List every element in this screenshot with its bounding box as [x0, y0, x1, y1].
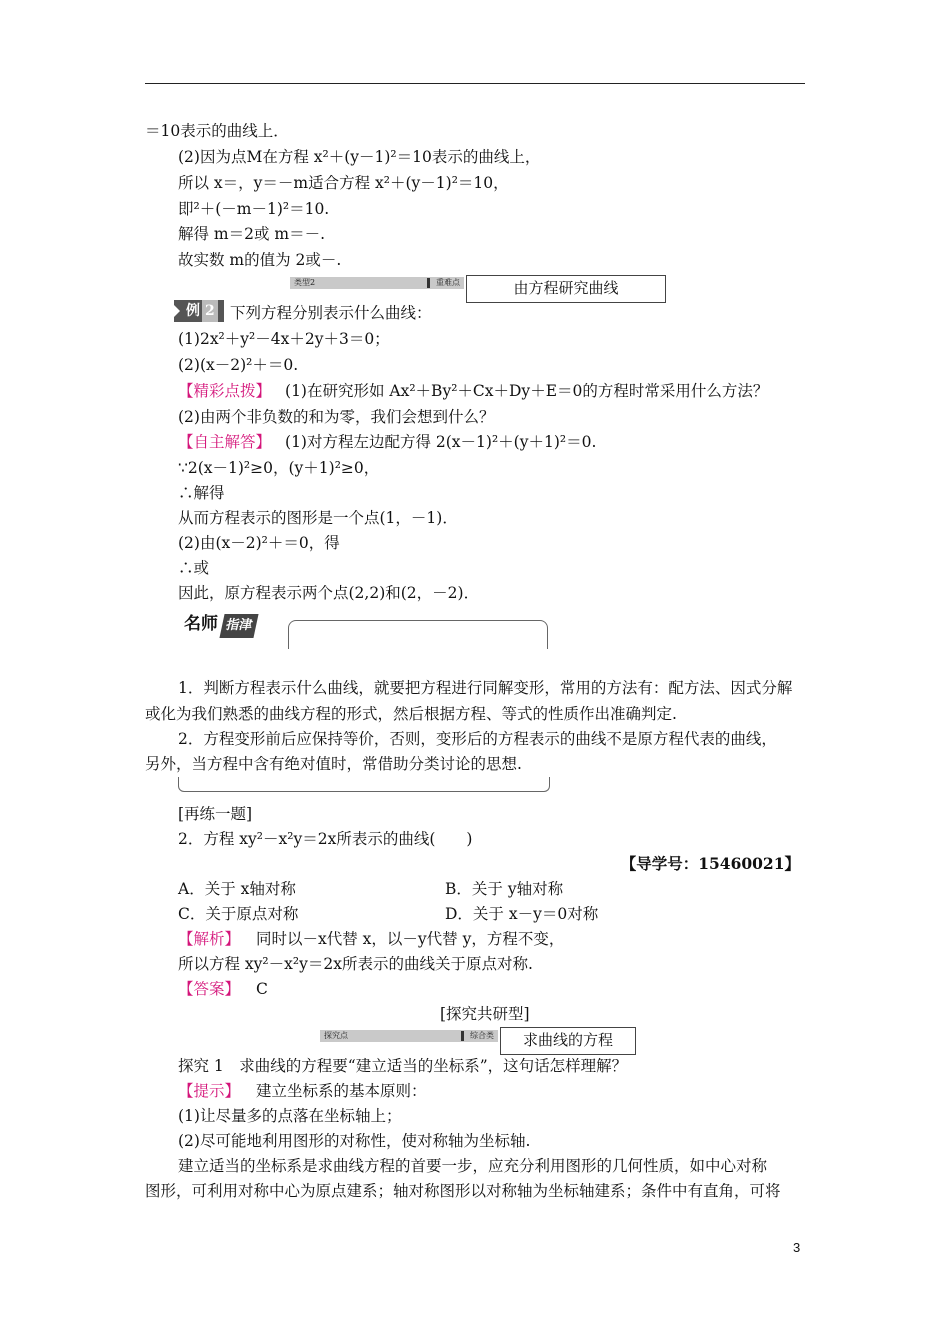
solution-line: ∴解得: [178, 484, 225, 502]
example-item: (2)(x－2)²＋＝0.: [178, 356, 299, 374]
body-line: 建立适当的坐标系是求曲线方程的首要一步，应充分利用图形的几何性质，如中心对称: [178, 1157, 768, 1175]
option-d: D．关于 x－y＝0对称: [445, 905, 599, 923]
example-question: 下列方程分别表示什么曲线：: [230, 304, 432, 322]
solution-line: ∵2(x－1)²≥0，(y＋1)²≥0，: [178, 459, 380, 477]
section-title: [探究共研型]: [440, 1005, 530, 1023]
solution-line: (2)由(x－2)²＋＝0，得: [178, 534, 340, 552]
practice-header: [再练一题]: [178, 805, 253, 823]
note-point: 2．方程变形前后应保持等价，否则，变形后的方程表示的曲线不是原方程代表的曲线，: [178, 730, 777, 748]
explore-tag-label: 探究点: [324, 1031, 348, 1040]
text-line: 所以 x＝，y＝－m适合方程 x²＋(y－1)²＝10，: [178, 174, 509, 192]
explore-tag-level: 综合类: [470, 1031, 494, 1040]
hint-label: 【提示】: [178, 1082, 241, 1100]
option-a: A．关于 x轴对称: [178, 880, 296, 898]
guide-number: 【导学号：15460021】: [620, 854, 800, 873]
solution-line: 从而方程表示的图形是一个点(1，－1)．: [178, 509, 458, 527]
text-line: 解得 m＝2或 m＝－.: [178, 225, 326, 243]
zizhu-text: (1)对方程左边配方得 2(x－1)²＋(y＋1)²＝0.: [285, 433, 597, 451]
text-line: 即²＋(－m－1)²＝10.: [178, 200, 330, 218]
jingcai-text: (1)在研究形如 Ax²＋By²＋Cx＋Dy＋E＝0的方程时常采用什么方法？: [285, 382, 769, 400]
tag-divider: [461, 1031, 464, 1041]
option-c: C．关于原点对称: [178, 905, 299, 923]
hint-line: [178, 1081, 427, 1101]
answer-line: [178, 979, 268, 999]
teacher-note-header: [178, 612, 548, 642]
type-tag-bar: [290, 277, 464, 289]
page-number: 3: [793, 1240, 801, 1255]
note-title: [178, 612, 262, 636]
explore-question: 探究 1 求曲线的方程要“建立适当的坐标系”，这句话怎样理解？: [178, 1057, 628, 1075]
zizhu-line: [178, 432, 596, 452]
header-rule: [145, 83, 805, 84]
example-badge-label: 例: [186, 303, 200, 319]
practice-question: 2．方程 xy²－x²y＝2x所表示的曲线( ): [178, 830, 473, 848]
note-point: 另外，当方程中含有绝对值时，常借助分类讨论的思想.: [145, 755, 522, 773]
text-line: 故实数 m的值为 2或－.: [178, 251, 342, 269]
note-point: 或化为我们熟悉的曲线方程的形式，然后根据方程、等式的性质作出准确判定.: [145, 705, 677, 723]
type-tag-level: 重难点: [436, 278, 460, 287]
text-line: ＝10表示的曲线上．: [145, 122, 289, 140]
example-item: (1)2x²＋y²－4x＋2y＋3＝0；: [178, 330, 390, 348]
analysis-text: 同时以－x代替 x，以－y代替 y，方程不变，: [256, 930, 565, 948]
text-line: (2)因为点M在方程 x²＋(y－1)²＝10表示的曲线上，: [178, 148, 541, 166]
note-frame: [288, 620, 548, 649]
explore-tag-bar: [320, 1030, 498, 1042]
explore-title: 求曲线的方程: [522, 1031, 613, 1049]
option-b: B．关于 y轴对称: [445, 880, 564, 898]
answer-value: C: [256, 980, 268, 998]
principle-line: (2)尽可能地利用图形的对称性，使对称轴为坐标轴.: [178, 1132, 531, 1150]
example-badge-number: 2: [202, 300, 218, 322]
type-title-box: [466, 275, 666, 303]
tag-divider: [427, 278, 430, 288]
jingcai-line: [178, 381, 768, 401]
example-badge: [174, 300, 224, 322]
type-tag-label: 类型2: [294, 278, 316, 287]
note-title-text: 名师: [184, 614, 218, 634]
body-line: 图形，可利用对称中心为原点建系；轴对称图形以对称轴为坐标轴建系；条件中有直角，可将: [145, 1182, 781, 1200]
note-bottom-frame: [178, 777, 550, 792]
note-point: 1．判断方程表示什么曲线，就要把方程进行同解变形，常用的方法有：配方法、因式分解: [178, 679, 793, 697]
analysis-text-2: 所以方程 xy²－x²y＝2x所表示的曲线关于原点对称.: [178, 955, 533, 973]
solution-line: ∴或: [178, 559, 210, 577]
hint-text: 建立坐标系的基本原则：: [256, 1082, 427, 1100]
analysis-label: 【解析】: [178, 930, 241, 948]
note-title-dark: 指津: [219, 614, 258, 638]
jingcai-label: 【精彩点拨】: [178, 382, 272, 400]
solution-line: 因此，原方程表示两个点(2,2)和(2，－2)．: [178, 584, 480, 602]
zizhu-label: 【自主解答】: [178, 433, 272, 451]
type-title: 由方程研究曲线: [513, 279, 619, 297]
jingcai-text-2: (2)由两个非负数的和为零，我们会想到什么？: [178, 408, 495, 426]
principle-line: (1)让尽量多的点落在坐标轴上；: [178, 1107, 402, 1125]
answer-label: 【答案】: [178, 980, 241, 998]
analysis-line: [178, 929, 564, 949]
explore-title-box: [500, 1027, 636, 1055]
